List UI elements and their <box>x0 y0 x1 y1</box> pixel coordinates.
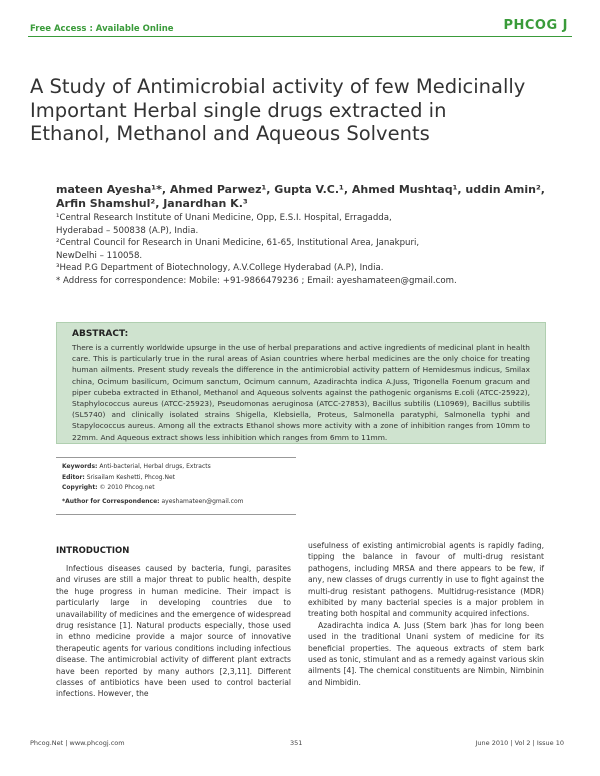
meta-divider-bottom <box>56 514 296 515</box>
footer-issue-info: June 2010 | Vol 2 | Issue 10 <box>475 739 564 747</box>
footer-journal-link: Phcog.Net | www.phcogj.com <box>30 739 125 747</box>
author-list <box>56 183 576 211</box>
correspondence-row <box>62 497 462 508</box>
correspondence-email: ayeshamateen@gmail.com <box>161 497 244 505</box>
abstract-text: There is a currently worldwide upsurge in the use of herbal preparations and active ingredients of medicinal plant in health care. This is particularly true in the rural areas of Asian countries where herbal medicines are the only choice for treating human ailments. Present study reveals the difference in the antimicrobial activity pattern of Hemidesmus indicus, Smilax china, Ocimum basilicum, Ocimum sanctum, Ocimum cannum, Azadirachta indica A.Juss, Trigonella Foenum gracum and piper cubeba extracted in Ethanol, Methanol and Aqueous solvents against the pathogenic organisms E.coli (ATCC-25922), Staphylococcus aureus (ATCC-25923), Pseudomonas aeruginosa (ATCC-27853), Bacillus subtilis (L10969), Bacillus subtilis (SL5740) and clinically isolated strains Shigella, Klebsiella, Proteus, Salmonella paratyphi, Salmonella typhi and Stapylococcus aureus. Among all the extracts Ethanol shows more activity with a zone of inhibition ranges from 10mm to 22mm. And Aqueous extract shows less inhibition which ranges from 6mm to 11mm. <box>72 343 530 442</box>
affiliations <box>56 212 576 287</box>
journal-access-label: Free Access : Available Online <box>30 24 174 34</box>
paragraph: Infectious diseases caused by bacteria, fungi, parasites and viruses are still a major threat to public health, despite the huge progress in human medicine. Their impact is particularly large in developing countries due to unavailability of medicines and the emergence of widespread drug resistance [1]. Natural products especially, those used in ethno medicine provide a major source of innovative therapeutic agents for various conditions including infectious disease. The antimicrobial activity of different plant extracts have been reported by many authors [2,3,11]. Different classes of antibiotics have been used to control bacterial infections. However, the <box>56 564 291 699</box>
page-number: 351 <box>290 739 303 747</box>
paragraph: usefulness of existing antimicrobial agents is rapidly fading, tipping the balance in favour of multi-drug resistant pathogens, including MRSA and there appears to be few, if any, new classes of drugs currently in use to fight against the multi-drug resistant pathogens. Multidrug-resistance (MDR) exhibited by many bacterial species is a major problem in treating both hospital and community acquired infections. <box>308 541 544 619</box>
affiliation-line: ¹Central Research Institute of Unani Medicine, Opp, E.S.I. Hospital, Erragadda, <box>56 213 392 223</box>
affiliation-line: NewDelhi – 110058. <box>56 250 143 261</box>
correspondence-line: * Address for correspondence: Mobile: +91-9866479236 ; Email: ayeshamateen@gmail.com. <box>56 275 457 286</box>
header-divider <box>28 36 572 37</box>
author-line-1: mateen Ayesha¹*, Ahmed Parwez¹, Gupta V.C.¹, Ahmed Mushtaq¹, uddin Amin², <box>56 183 545 196</box>
keywords-row <box>62 462 462 473</box>
section-heading-introduction: INTRODUCTION <box>56 546 130 556</box>
affiliation-line: Hyderabad – 500838 (A.P), India. <box>56 225 199 236</box>
meta-divider-top <box>56 457 296 458</box>
affiliation-line: ²Central Council for Research in Unani Medicine, 61-65, Institutional Area, Janakpuri, <box>56 238 420 248</box>
copyright-label: Copyright: <box>62 484 98 491</box>
editor-label: Editor: <box>62 473 85 481</box>
body-column-right <box>308 540 544 688</box>
journal-brand: PHCOG J <box>503 18 568 33</box>
affiliation-line: ³Head P.G Department of Biotechnology, A.V.College Hyderabad (A.P), India. <box>56 263 384 273</box>
correspondence-label: *Author for Correspondence: <box>62 497 160 505</box>
keywords-label: Keywords: <box>62 463 98 470</box>
editor-value: Srisailam Keshetti, Phcog.Net <box>86 473 176 481</box>
abstract-heading: ABSTRACT: <box>72 329 129 339</box>
article-meta <box>62 462 462 507</box>
article-title: A Study of Antimicrobial activity of few Medicinally Important Herbal single drugs extracted in Ethanol, Methanol and Aqueous Solvents <box>30 75 526 145</box>
keywords-value: Anti-bacterial, Herbal drugs, Extracts <box>99 463 211 470</box>
copyright-row <box>62 483 462 494</box>
paragraph: Azadirachta indica A. Juss (Stem bark )has for long been used in the traditional Unani system of medicine for its beneficial properties. The aqueous extracts of stem bark used as tonic, stimulant and as a remedy against various skin ailments [4]. The chemical constituents are Nimbin, Nimbinin and Nimbidin. <box>308 620 544 687</box>
body-column-left <box>56 563 291 700</box>
copyright-value: © 2010 Phcog.net <box>99 484 155 491</box>
author-line-2: Arfin Shamshul², Janardhan K.³ <box>56 197 248 210</box>
editor-row <box>62 473 462 484</box>
